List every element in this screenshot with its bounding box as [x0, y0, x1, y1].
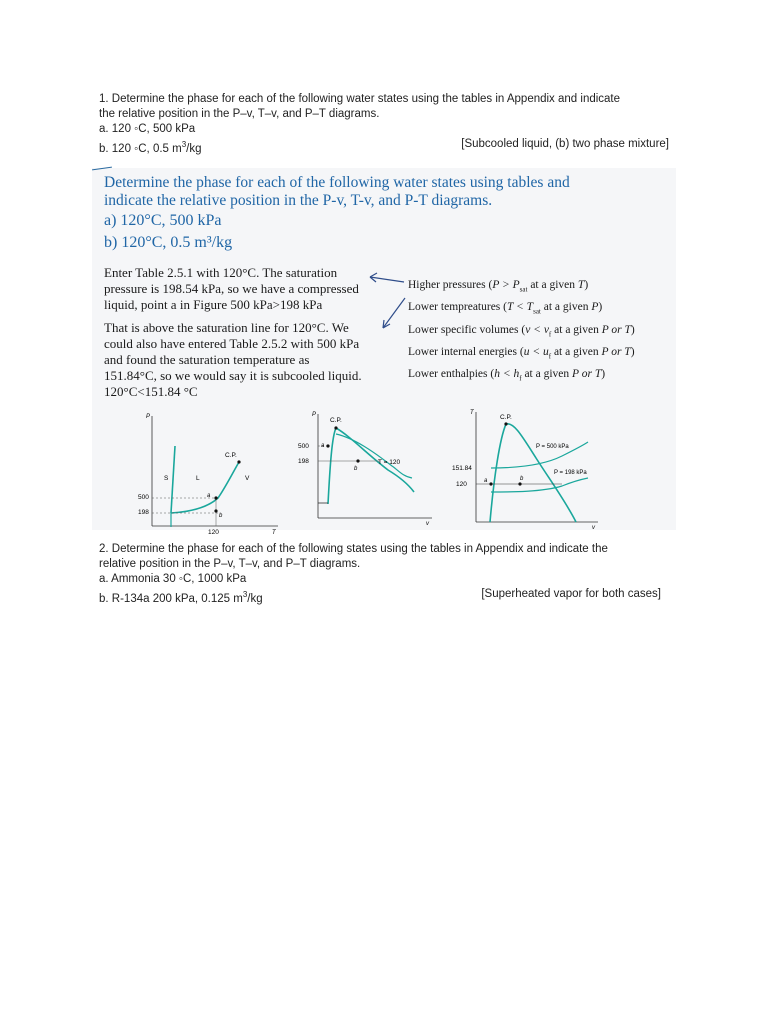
y-axis-label: P — [146, 414, 151, 420]
solution-paragraph-2: That is above the saturation line for 120°C. We could also have entered Table 2.5.2 with 500 kPa and found the saturation temperature as 151.84°C, so we would say it is subcooled liquid. 120°C<151.84 °C — [104, 320, 362, 399]
solid-label: S — [164, 475, 169, 482]
arrow-line — [383, 298, 405, 328]
t151-label: 151.84 — [452, 465, 472, 472]
q2-line-2: relative position in the P–v, T–v, and P–T diagrams. — [99, 558, 361, 570]
q2-item-a: a. Ammonia 30 ◦C, 1000 kPa — [99, 573, 247, 585]
t120-label: 120 — [456, 481, 467, 488]
q2-item-b: b. R-134a 200 kPa, 0.125 $m^3/kg$ [Superheated vapor for both cases] — [99, 588, 661, 605]
panel-item-b: b) 120°C, 0.5 m³/kg — [104, 234, 233, 251]
panel-item-a: a) 120°C, 500 kPa — [104, 212, 222, 229]
criterion-row: Lower tempreatures ($T < T_{sat}$ at a given P) — [408, 301, 603, 316]
vaporization-curve — [171, 462, 239, 513]
t120-label: 120 — [208, 529, 219, 536]
isobar-198-label: P = 198 kPa — [554, 470, 587, 476]
solution-paragraph-1: Enter Table 2.5.1 with 120°C. The saturation pressure is 198.54 kPa, so we have a compressed liquid, point a in Figure 500 kPa>198 kPa — [104, 265, 359, 312]
q1-line-1: 1. Determine the phase for each of the following water states using the tables in Appendix and indicate — [99, 93, 621, 105]
criterion-row: Lower specific volumes ($v < v_f$ at a given P or T) — [408, 323, 635, 338]
q1-item-a: a. 120 ◦C, 500 kPa — [99, 123, 196, 135]
liquid-label: L — [196, 475, 200, 482]
point-b-label: b — [219, 513, 223, 519]
pv-diagram — [298, 412, 432, 527]
q1-item-b: b. 120 ◦C, 0.5 $m^3/kg$ [Subcooled liquid, (b) two phase mixture] — [99, 138, 669, 155]
x-axis-label: v — [426, 521, 429, 527]
y-axis-label: T — [470, 410, 474, 416]
criterion-row: Higher pressures ($P > P_{sat}$ at a given T) — [408, 279, 589, 294]
point-a-label: a — [321, 443, 325, 449]
isotherm-t120 — [336, 434, 412, 478]
fusion-line — [171, 446, 175, 513]
x-axis-label: T — [272, 530, 276, 536]
pt-diagram — [138, 414, 278, 536]
y-axis-label: P — [312, 412, 317, 418]
criterion-row: Lower internal energies ($u < u_f$ at a given P or T) — [408, 345, 635, 361]
saturation-dome — [328, 428, 414, 504]
point-b-label: b — [520, 476, 524, 482]
critical-point-label: C.P. — [500, 414, 512, 421]
critical-point-label: C.P. — [330, 417, 342, 424]
q1-line-2: the relative position in the P–v, T–v, and P–T diagrams. — [99, 108, 380, 120]
p198-label: 198 — [138, 509, 149, 516]
isobar-198 — [491, 478, 588, 492]
q1-answer: [Subcooled liquid, (b) two phase mixture] — [461, 138, 669, 150]
question-2 — [99, 542, 669, 607]
vapor-label: V — [245, 475, 250, 482]
q2-line-1: 2. Determine the phase for each of the following states using the tables in Appendix and indicate the — [99, 543, 608, 555]
question-1 — [99, 92, 669, 157]
phase-diagrams — [92, 406, 676, 536]
solution-panel — [92, 168, 676, 536]
p500-label: 500 — [298, 443, 309, 450]
q2-answer: [Superheated vapor for both cases] — [481, 588, 661, 600]
point-a-label: a — [207, 493, 211, 499]
criterion-row: Lower enthalpies ($h < h_f$ at a given P or T) — [408, 368, 606, 383]
panel-heading: Determine the phase for each of the following water states using tables and indicate the relative position in the P-v, T-v, and P-T diagrams. — [104, 174, 570, 209]
critical-point-label: C.P. — [225, 452, 237, 459]
tv-diagram — [452, 410, 598, 531]
point-b-label: b — [354, 466, 358, 472]
p198-label: 198 — [298, 458, 309, 465]
x-axis-label: v — [592, 525, 595, 531]
p500-label: 500 — [138, 494, 149, 501]
point-a-label: a — [484, 478, 488, 484]
isotherm-label: T = 120 — [378, 459, 401, 466]
isobar-500-label: P = 500 kPa — [536, 444, 569, 450]
